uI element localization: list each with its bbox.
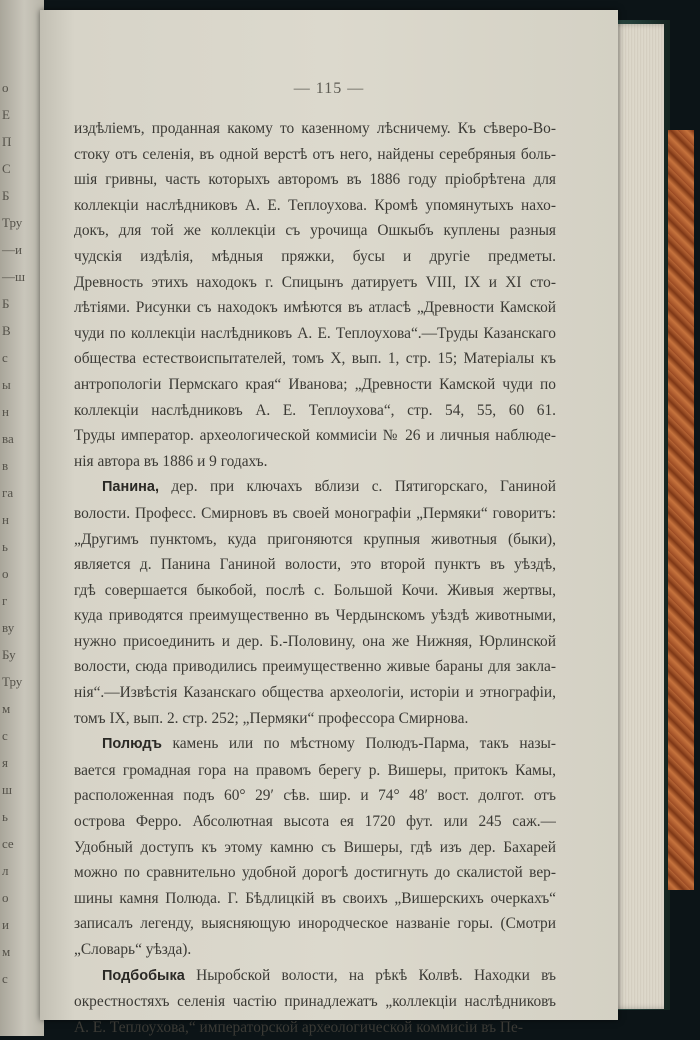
text-line: коллекцiи наслѣдниковъ А. Е. Теплоухова“, стр. 54, 55, 60 61. [74,401,556,419]
text-line: томъ IX, вып. 2. стр. 252; „Пермяки“ профессора Смирнова. [74,709,469,727]
facing-page-fragment: л [2,863,9,878]
text-line: окрестностяхъ селенiя частiю принадлежатъ „коллекцiи наслѣдниковъ [74,993,556,1011]
facing-page-edge [0,0,44,1036]
text-line: вается громадная гора на правомъ берегу р. Вишеры, притокъ Камы, [74,761,556,779]
text-line: волости. Професс. Смирновъ въ своей монографiи „Пермяки“ говоритъ: [74,504,556,522]
page-number: — 115 — [293,80,365,97]
text-line: шины камня Полюда. Г. Бѣдлицкiй въ своихъ „Вишерскихъ очеркахъ“ [74,889,556,907]
text-line: антропологiи Пермскаго края“ Иванова; „Древности Камской чуди по [74,375,556,393]
facing-page-fragment: в [2,458,9,473]
facing-page-fragment: с [2,728,8,743]
facing-page-fragment: ву [2,620,15,635]
text-line: коллекцiи наслѣдниковъ А. Е. Теплоухова. Кромѣ упомянутыхъ нахо- [74,196,556,214]
facing-page-fragment: Тру [2,674,23,689]
facing-page-fragment: о [2,566,9,581]
text-line: куда приводятся преимущественно въ Чердынскомъ уѣздѣ животными, [74,607,556,625]
text-line: „Другимъ пунктомъ, куда пригоняются крупныя животныя (быки), [74,530,556,548]
text-line: Удобный доступъ къ этому камню съ Вишеры, гдѣ изъ дер. Бахарей [74,838,556,856]
facing-page-fragment: Е [2,107,10,122]
facing-page-fragment: С [2,161,11,176]
facing-page-fragment: —и [2,242,22,257]
text-line: общества естествоиспытателей, томъ X, вып. 1, стр. 15; Матерiалы къ [74,350,556,368]
page-text [74,116,556,1040]
text-line: расположенная подъ 60° 29′ сѣв. шир. и 74° 48′ вост. долгот. отъ [74,787,556,805]
text-line: докъ, для той же коллекцiи съ урочища Ошкыбъ куплены разныя [74,222,556,240]
entry-term: Подбобыка [102,967,185,984]
text-line: волости, сюда приводились преимущественно живые бараны для закла- [74,658,556,676]
text-line: Панина, дер. при ключахъ вблизи с. Пятигорскаго, Ганиной [102,478,556,496]
facing-page-fragment: —ш [2,269,26,284]
text-line: Древность этихъ находокъ г. Спицынъ датируетъ VIII, IX и XI сто- [74,273,556,291]
facing-page-fragment: м [2,944,11,959]
text-line: издѣлiемъ, проданная какому то казенному лѣсничему. Къ сѣверо-Во- [74,120,556,137]
text-line: можно по сравнительно удобной дорогѣ достигнуть до скалистой вер- [74,864,556,882]
text-line: нiя автора въ 1886 и 9 годахъ. [74,452,268,470]
text-line: чудскiя издѣлiя, мѣдныя пряжки, бусы и другiе предметы. [74,247,556,265]
facing-page-fragment: Тру [2,215,23,230]
text-line: нужно присоединить и дер. Б.-Половину, она же Нижняя, Юрлинской [74,632,556,650]
facing-page-fragment: ш [2,782,13,797]
text-line: Полюдъ камень или по мѣстному Полюдъ-Парма, такъ назы- [102,735,556,753]
facing-page-fragment: н [2,512,9,527]
facing-page-fragment: се [2,836,14,851]
text-line: А. Е. Теплоухова,“ императорской археологической коммисiи въ Пе- [74,1018,524,1036]
text-line: Труды император. археологической коммисiи № 26 и личныя наблюде- [74,427,556,445]
facing-page-fragment: Б [2,188,10,203]
entry-term: Панина, [102,479,160,496]
facing-page-fragment: о [2,890,9,905]
text-line: является д. Панина Ганиной волости, это второй пунктъ въ уѣздѣ, [74,556,556,574]
facing-page-fragment: я [2,755,8,770]
facing-page-fragment: ы [2,377,11,392]
text-line: лѣтiями. Рисунки съ находокъ имѣются въ атласѣ „Древности Камской [74,299,556,317]
facing-page-fragment: Бу [2,647,16,662]
facing-page-fragment: П [2,134,12,149]
text-line: „Словарь“ уѣзда). [74,941,192,958]
book-page [40,10,618,1036]
text-line: шiя гривны, часть которыхъ авторомъ въ 1886 году прiобрѣтена для [74,171,556,189]
facing-page-fragment: с [2,971,8,986]
facing-page-fragment: м [2,701,11,716]
facing-page-fragment: с [2,350,8,365]
facing-page-fragment: ь [2,809,8,824]
marbled-spine-strip [668,130,694,890]
text-line: острова Ферро. Абсолютная высота ея 1720 фут. или 245 саж.— [74,813,556,831]
facing-page-fragment: н [2,404,9,419]
text-line: Подбобыка Ныробской волости, на рѣкѣ Колвѣ. Находки въ [102,966,556,984]
text-line: чуди по коллекцiи наслѣдниковъ А. Е. Теплоухова“.—Труды Казанскаго [74,324,556,342]
text-line: гдѣ совершается быкобой, послѣ с. Большой Кочи. Живыя жертвы, [74,581,556,599]
facing-page-fragment: о [2,80,9,95]
facing-page-fragment: ь [2,539,8,554]
text-line: записалъ легенду, выясняющую инородческое названiе горы. (Смотри [74,915,556,933]
facing-page-fragment: ва [2,431,14,446]
text-line: стоку отъ селенiя, въ одной верстѣ отъ него, найдены серебряныя боль- [74,145,556,163]
entry-term: Полюдъ [102,736,162,753]
facing-page-fragment: и [2,917,9,932]
facing-page-fragment: Б [2,296,10,311]
facing-page-fragment: В [2,323,11,338]
facing-page-fragment: г [2,593,8,608]
text-line: нiя“.—Извѣстiя Казанскаго общества археологiи, исторiи и этнографiи, [74,684,556,702]
page-block-edge [612,24,664,1009]
facing-page-fragment: га [2,485,14,500]
